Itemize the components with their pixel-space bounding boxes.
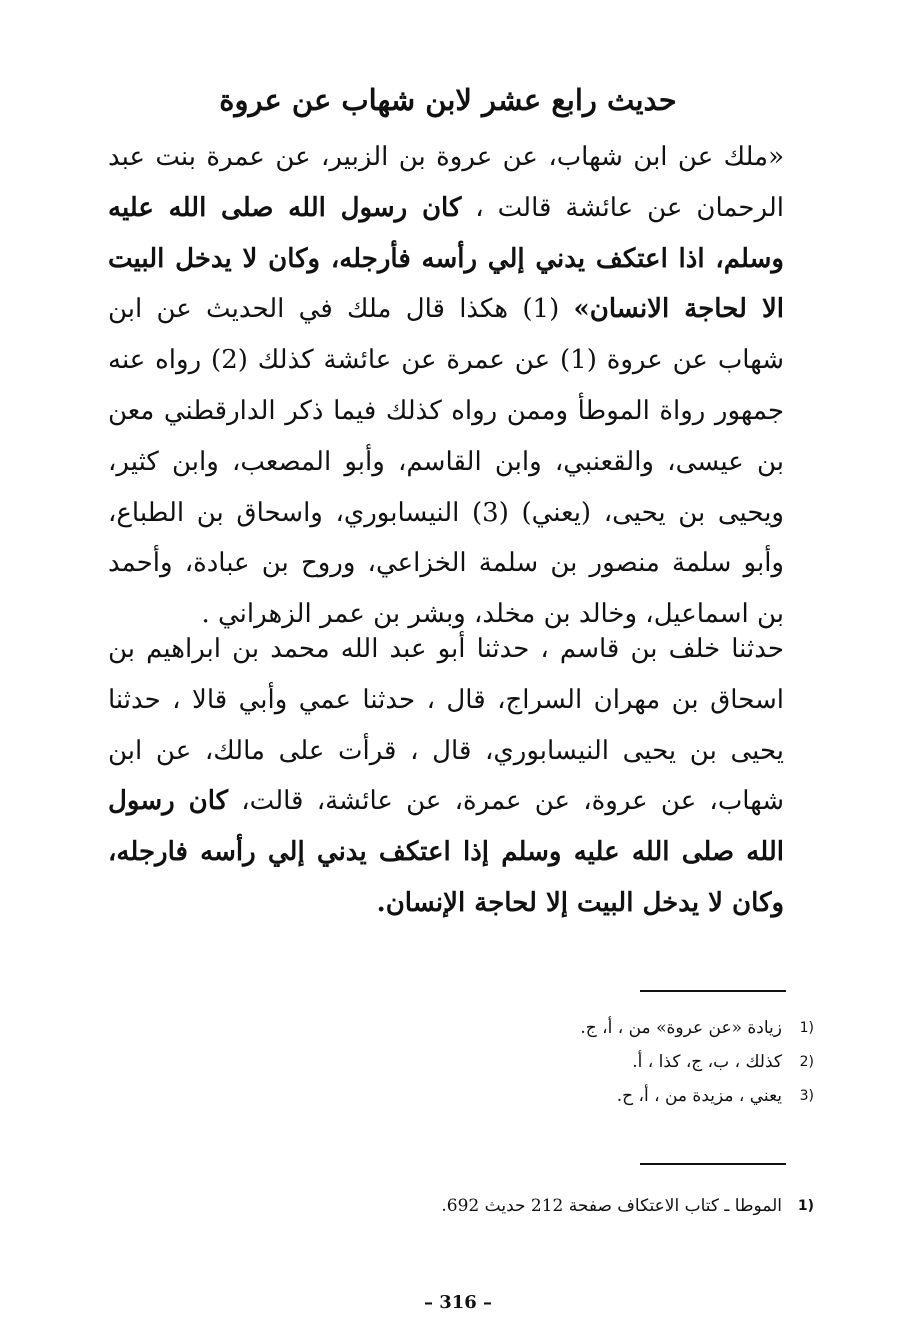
hadith-title: حديث رابع عشر لابن شهاب عن عروة (219, 83, 677, 117)
reference-text: الموطا ـ كتاب الاعتكاف صفحة 212 حديث 692. (441, 1196, 782, 1216)
footnote-text: زيادة «عن عروة» من ، أ، ج. (580, 1018, 782, 1038)
page-number: – 316 – (423, 1292, 493, 1313)
footnote-1 (580, 1015, 814, 1041)
main-paragraph-1 (108, 132, 784, 640)
main-paragraph-2 (108, 624, 784, 929)
para1-commentary: (1) هكذا قال ملك في الحديث عن ابن شهاب عن عروة (1) عن عمرة عن عائشة كذلك (2) رواه عنه جمهور رواة الموطأ وممن رواه كذلك فيما ذكر الدارقطني معن بن عيسى، والقعنبي، وابن القاسم، وأبو المصعب، وابن كثير، ويحيى بن يحيى، (يعني) (3) النيسابوري، واسحاق بن الطباع، وأبو سلمة منصور بن سلمة الخزاعي، وروح بن عبادة، وأحمد بن اسماعيل، وخالد بن مخلد، وبشر بن عمر الزهراني . (108, 294, 785, 630)
footnote-text: كذلك ، ب، ج، كذا ، أ. (632, 1052, 782, 1072)
footnote-number: 2) (799, 1054, 814, 1070)
para2-isnad: حدثنا خلف بن قاسم ، حدثنا أبو عبد الله محمد بن ابراهيم بن اسحاق بن مهران السراج، قال ، حدثنا عمي وأبي قالا ، حدثنا يحيى بن يحيى النيسابوري، قال ، قرأت على مالك، عن ابن شهاب، عن عروة، عن عمرة، عن عائشة، قالت، (108, 634, 784, 817)
reference-divider (640, 1163, 786, 1165)
para1-isnad: «ملك عن ابن شهاب، عن عروة بن الزبير، عن عمرة بنت عبد الرحمان عن عائشة قالت ، (108, 142, 784, 223)
footnote-number: 1) (799, 1020, 814, 1036)
footnote-2 (632, 1049, 814, 1075)
footnote-divider (640, 990, 786, 992)
para2-hadith-text: كان رسول الله صلى الله عليه وسلم إذا اعتكف يدني إلي رأسه فارجله، وكان لا يدخل البيت إلا لحاجة الإنسان. (108, 786, 784, 918)
footnote-text: يعني ، مزيدة من ، أ، ح. (616, 1086, 782, 1106)
para1-hadith-text: كان رسول الله صلى الله عليه وسلم، اذا اعتكف يدني إلي رأسه فأرجله، وكان لا يدخل البيت الا لحاجة الانسان» (108, 192, 784, 325)
source-reference (441, 1193, 814, 1219)
reference-number: 1) (797, 1198, 814, 1214)
footnote-3 (616, 1083, 814, 1109)
footnote-number: 3) (799, 1088, 814, 1104)
